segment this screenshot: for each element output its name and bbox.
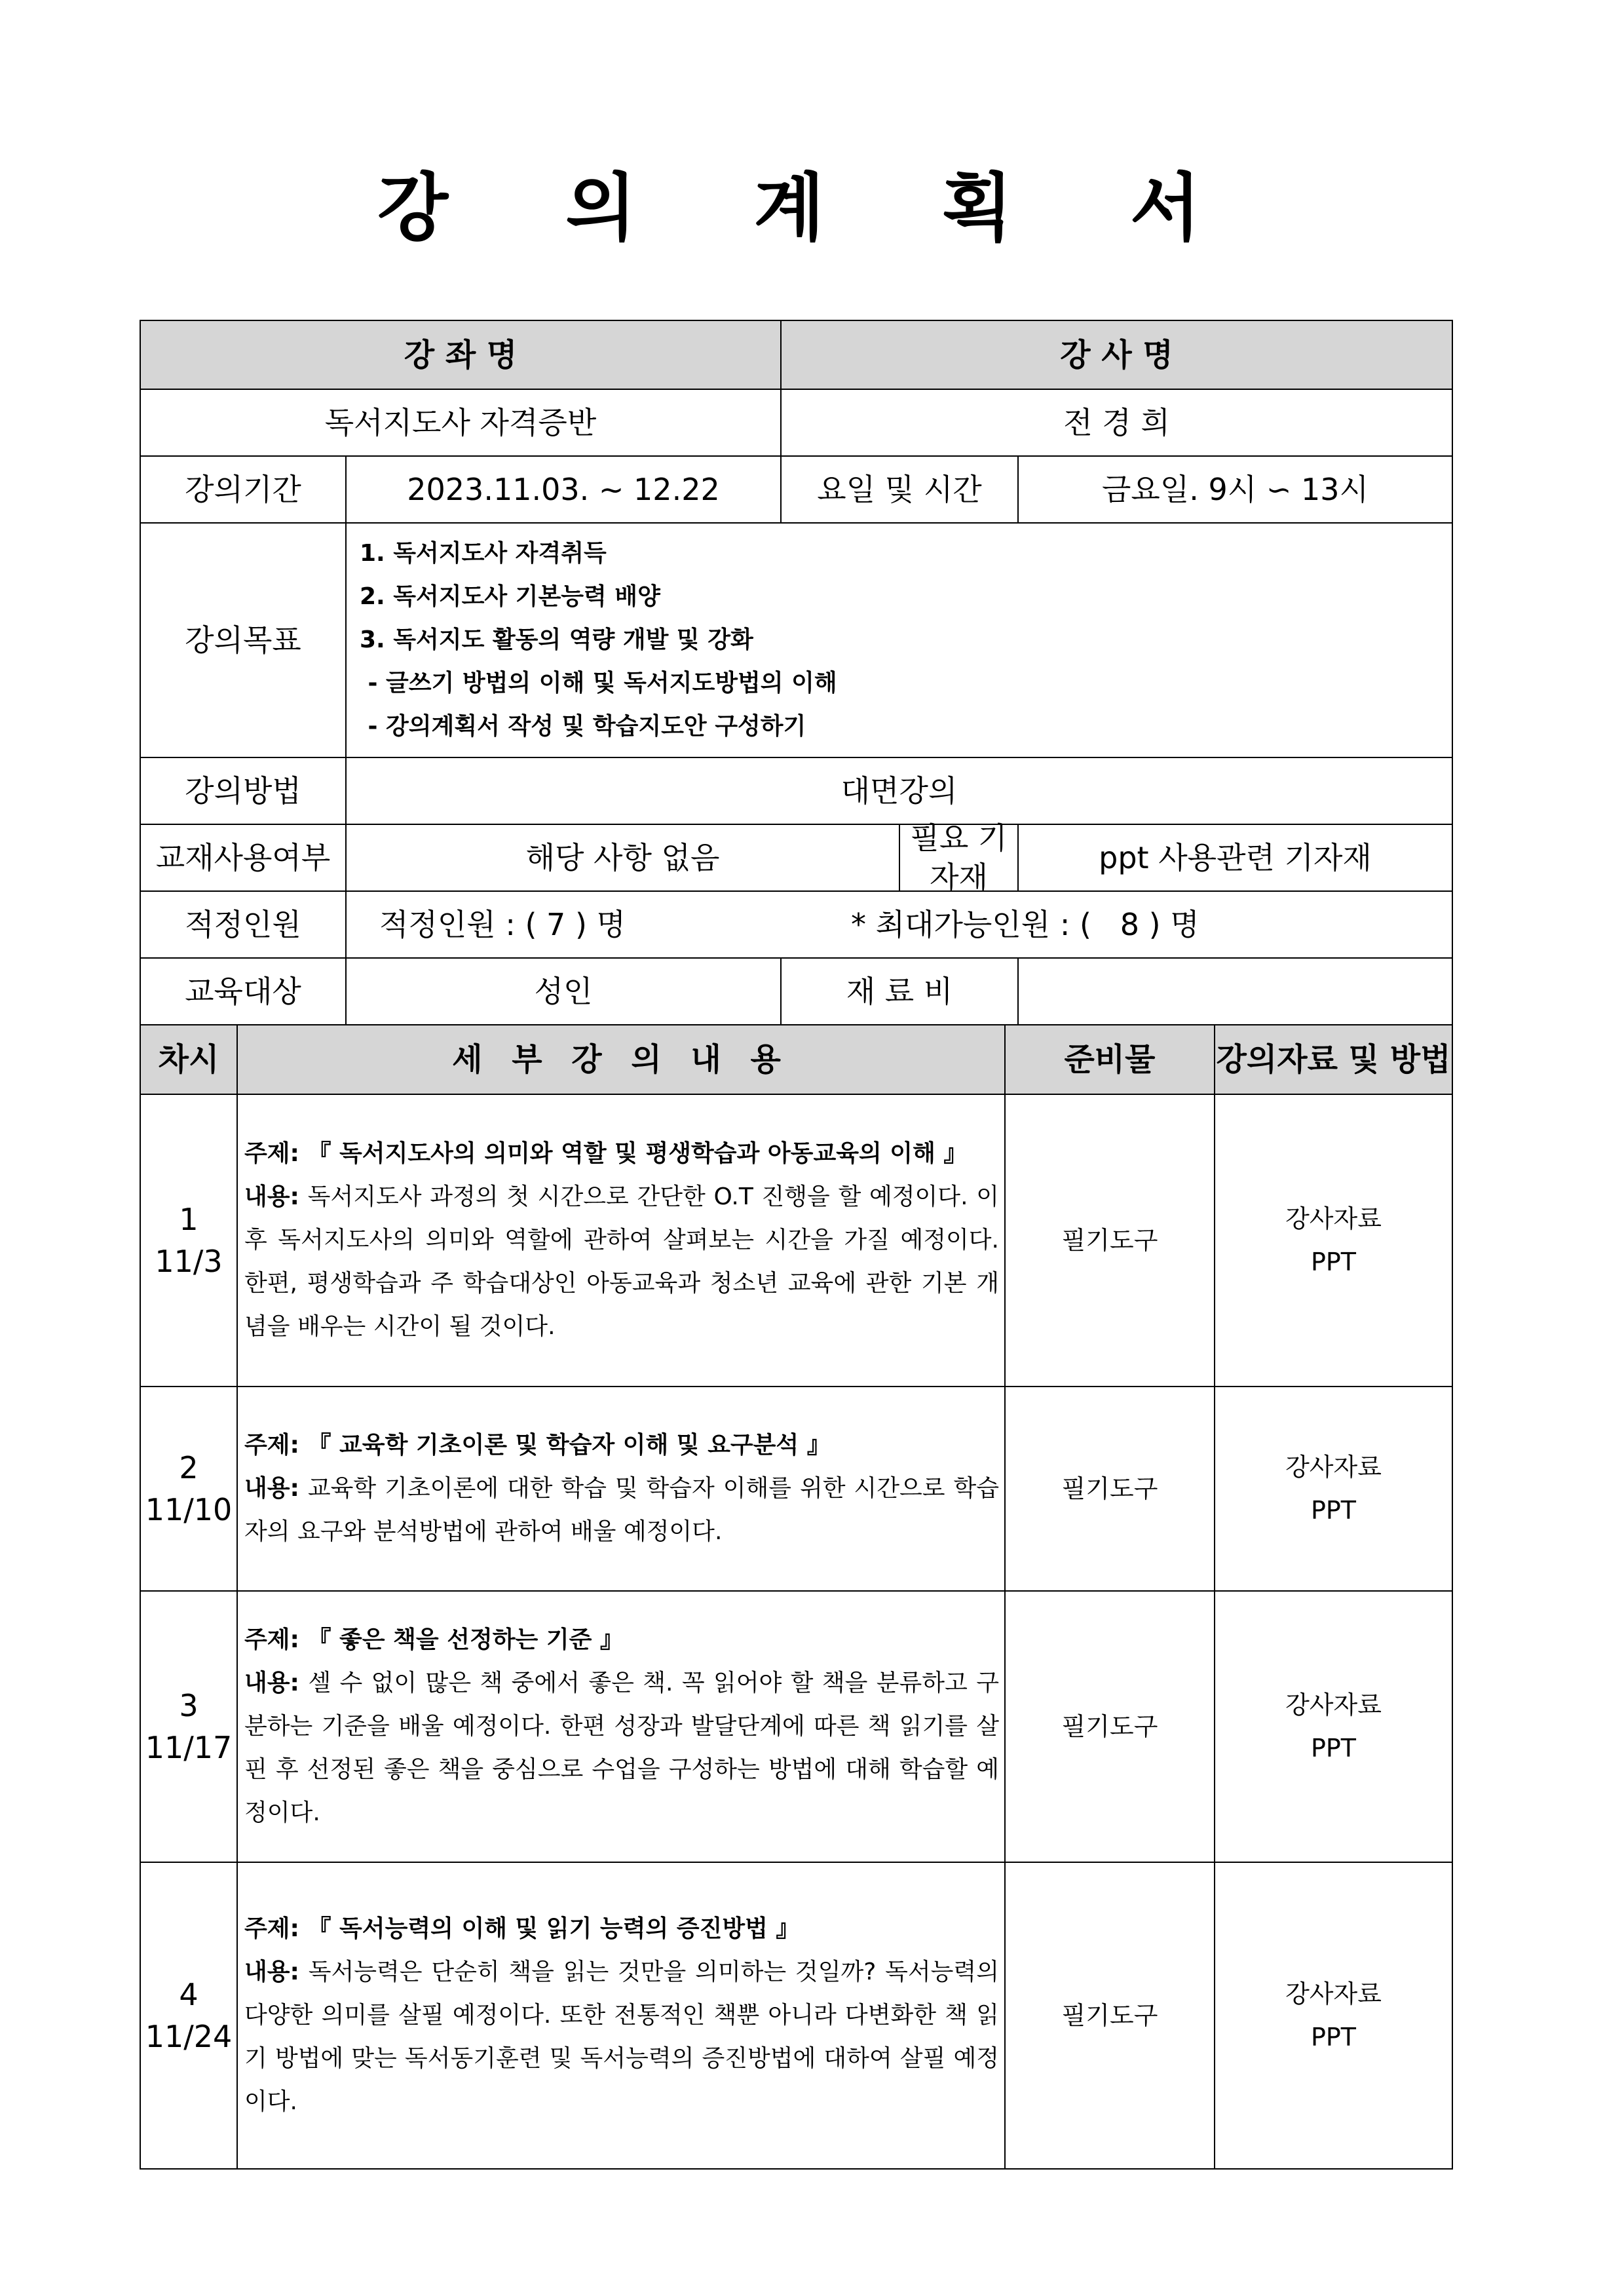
session-number: 3 xyxy=(179,1688,198,1723)
method-label: 강의방법 xyxy=(140,757,346,824)
session-number: 4 xyxy=(179,1977,198,2012)
session-row xyxy=(140,1862,1452,2169)
session-content: 독서지도사 과정의 첫 시간으로 간단한 O.T 진행을 할 예정이다. 이후 독서지도사의 의미와 역할에 관하여 살펴보는 시간을 가질 예정이다. 한편, 평생학습과 주 학습대상인 아동교육과 청소년 교육에 관한 기본 개념을 배우는 시간이 될 것이다. xyxy=(244,1183,999,1340)
session-prep: 필기도구 xyxy=(1005,1387,1215,1591)
session-row xyxy=(140,1591,1452,1862)
instructor-name-label: 강 사 명 xyxy=(781,320,1452,389)
goals-label: 강의목표 xyxy=(140,523,346,757)
session-date: 11/24 xyxy=(145,2019,233,2054)
textbook-value: 해당 사항 없음 xyxy=(525,840,720,875)
period-label: 강의기간 xyxy=(140,456,346,523)
goal-item: 3. 독서지도 활동의 역량 개발 및 강화 xyxy=(360,626,753,653)
session-content: 교육학 기초이론에 대한 학습 및 학습자 이해를 위한 시간으로 학습자의 요구와 분석방법에 관하여 배울 예정이다. xyxy=(244,1475,999,1545)
material-fee-value xyxy=(1018,958,1452,1025)
topic-label: 주제: xyxy=(244,1915,299,1942)
session-material: PPT xyxy=(1310,2023,1357,2052)
equipment-label: 필요 기자재 xyxy=(899,825,1017,890)
content-label: 내용: xyxy=(244,1670,299,1696)
prep-header: 준비물 xyxy=(1005,1025,1215,1094)
session-topic: 『 독서지도사의 의미와 역할 및 평생학습과 아동교육의 이해 』 xyxy=(307,1140,968,1167)
session-topic: 『 교육학 기초이론 및 학습자 이해 및 요구분석 』 xyxy=(307,1432,831,1459)
session-header: 차시 xyxy=(140,1025,237,1094)
content-label: 내용: xyxy=(244,1183,299,1210)
capacity-label: 적정인원 xyxy=(140,891,346,958)
textbook-label: 교재사용여부 xyxy=(140,824,346,891)
course-info-table xyxy=(140,320,1453,1025)
goals-list xyxy=(346,523,1452,757)
session-date: 11/17 xyxy=(145,1730,233,1765)
goal-item: 1. 독서지도사 자격취득 xyxy=(360,540,607,567)
session-material: 강사자료 xyxy=(1285,1204,1382,1233)
session-content: 독서능력은 단순히 책을 읽는 것만을 의미하는 것일까? 독서능력의 다양한 의미를 살필 예정이다. 또한 전통적인 책뿐 아니라 다변화한 책 읽기 방법에 맞는 독서동기훈련 및 독서능력의 증진방법에 대하여 살필 예정이다. xyxy=(244,1959,999,2115)
document-title: 강 의 계 획 서 xyxy=(377,166,1247,251)
materials-header: 강의자료 및 방법 xyxy=(1215,1025,1452,1094)
session-prep: 필기도구 xyxy=(1005,1591,1215,1862)
session-prep: 필기도구 xyxy=(1005,1862,1215,2169)
session-material: PPT xyxy=(1310,1248,1357,1276)
material-fee-label: 재 료 비 xyxy=(781,958,1018,1025)
session-date: 11/10 xyxy=(145,1492,233,1527)
session-row xyxy=(140,1387,1452,1591)
period-value: 2023.11.03. ~ 12.22 xyxy=(346,456,781,523)
schedule-table xyxy=(140,1024,1453,2170)
day-time-label: 요일 및 시간 xyxy=(781,456,1018,523)
session-material: 강사자료 xyxy=(1285,1691,1382,1719)
goal-item: 2. 독서지도사 기본능력 배양 xyxy=(360,583,660,610)
session-number: 2 xyxy=(179,1450,198,1485)
target-value: 성인 xyxy=(346,958,781,1025)
instructor-name-value: 전 경 희 xyxy=(781,389,1452,456)
session-material: 강사자료 xyxy=(1285,1453,1382,1482)
topic-label: 주제: xyxy=(244,1140,299,1167)
session-number: 1 xyxy=(179,1202,198,1237)
session-material: 강사자료 xyxy=(1285,1980,1382,2008)
day-time-value: 금요일. 9시 ∽ 13시 xyxy=(1018,456,1452,523)
goal-subitem: - 글쓰기 방법의 이해 및 독서지도방법의 이해 xyxy=(360,670,837,697)
session-row xyxy=(140,1094,1452,1387)
content-label: 내용: xyxy=(244,1959,299,1985)
session-topic: 『 좋은 책을 선정하는 기준 』 xyxy=(307,1626,624,1653)
capacity-value: 적정인원 : ( 7 ) 명 xyxy=(379,907,626,942)
target-label: 교육대상 xyxy=(140,958,346,1025)
content-label: 내용: xyxy=(244,1475,299,1502)
max-capacity-value: * 최대가능인원 : ( 8 ) 명 xyxy=(851,907,1199,942)
session-material: PPT xyxy=(1310,1496,1357,1525)
course-name-label: 강 좌 명 xyxy=(140,320,781,389)
session-content: 셀 수 없이 많은 책 중에서 좋은 책. 꼭 읽어야 할 책을 분류하고 구분하는 기준을 배울 예정이다. 한편 성장과 발달단계에 따른 책 읽기를 살핀 후 선정된 좋은 책을 중심으로 수업을 구성하는 방법에 대해 학습할 예정이다. xyxy=(244,1670,999,1826)
goal-subitem: - 강의계획서 작성 및 학습지도안 구성하기 xyxy=(360,713,806,740)
topic-label: 주제: xyxy=(244,1626,299,1653)
session-material: PPT xyxy=(1310,1734,1357,1763)
method-value: 대면강의 xyxy=(346,757,1452,824)
equipment-value: ppt 사용관련 기자재 xyxy=(1018,824,1452,891)
session-date: 11/3 xyxy=(155,1244,223,1279)
content-header: 세 부 강 의 내 용 xyxy=(237,1025,1005,1094)
session-prep: 필기도구 xyxy=(1005,1094,1215,1387)
course-name-value: 독서지도사 자격증반 xyxy=(140,389,781,456)
topic-label: 주제: xyxy=(244,1432,299,1459)
session-topic: 『 독서능력의 이해 및 읽기 능력의 증진방법 』 xyxy=(307,1915,800,1942)
